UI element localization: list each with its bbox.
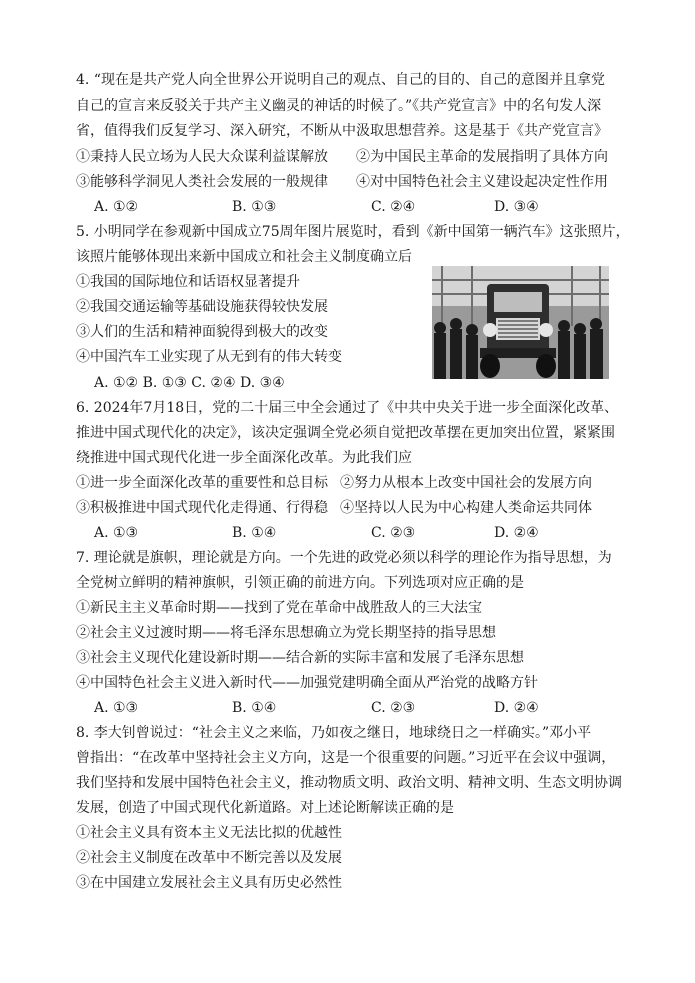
q8-statement-3: ③在中国建立发展社会主义具有历史必然性 [76,875,342,891]
q7-statement-1: ①新民主主义革命时期——找到了党在革命中战胜敌人的三大法宝 [76,600,482,616]
q7-option-d: D. ②④ [494,700,539,716]
q7-stem-line-1: 7. 理论就是旗帜，理论就是方向。一个先进的政党必须以科学的理论作为指导思想，为 [76,550,612,566]
q6-stem-line-1: 6. 2024年7月18日，党的二十届三中全会通过了《中共中央关于进一步全面深化改革、 [76,400,619,416]
q7-option-b: B. ①④ [232,700,277,716]
q4-option-b: B. ①③ [232,199,277,215]
q6-statement-3: ③积极推进中国式现代化走得通、行得稳 [76,500,328,516]
q6-stem-line-3: 绕推进中国式现代化进一步全面深化改革。为此我们应 [76,450,412,466]
q6-stem-line-2: 推进中国式现代化的决定》，该决定强调全党必须自觉把改革摆在更加突出位置，紧紧围 [76,425,615,441]
q4-statement-4: ④对中国特色社会主义建设起决定性作用 [356,174,608,190]
q5-statement-2: ②我国交通运输等基础设施获得较快发展 [76,299,328,315]
q6-statement-2: ②努力从根本上改变中国社会的发展方向 [340,475,592,491]
q6-statement-4: ④坚持以人民为中心构建人类命运共同体 [340,500,592,516]
q4-statement-1: ①秉持人民立场为人民大众谋利益谋解放 [76,149,328,165]
q4-statement-3: ③能够科学洞见人类社会发展的一般规律 [76,174,328,190]
q4-option-d: D. ③④ [494,199,539,215]
q6-statement-1: ①进一步全面深化改革的重要性和总目标 [76,475,328,491]
q5-options: A. ①② B. ①③ C. ②④ D. ③④ [94,375,285,391]
q4-statement-2: ②为中国民主革命的发展指明了具体方向 [356,149,608,165]
q5-statement-3: ③人们的生活和精神面貌得到极大的改变 [76,324,328,340]
q7-option-c: C. ②③ [371,700,416,716]
q7-statement-4: ④中国特色社会主义进入新时代——加强党建明确全面从严治党的战略方针 [76,675,538,691]
first-car-photo [432,266,609,379]
q8-stem-line-2: 曾指出：“在改革中坚持社会主义方向，这是一个很重要的问题。”习近平在会议中强调， [76,750,616,766]
q4-stem-line-3: 省，值得我们反复学习、深入研究，不断从中汲取思想营养。这是基于《共产党宣言》 [76,123,608,139]
q6-option-b: B. ①④ [232,525,277,541]
q8-stem-line-1: 8. 李大钊曾说过：“社会主义之来临，乃如夜之继日，地球绕日之一样确实。”邓小平 [76,725,592,741]
q8-stem-line-3: 我们坚持和发展中国特色社会主义，推动物质文明、政治文明、精神文明、生态文明协调 [76,775,622,791]
q6-option-c: C. ②③ [371,525,416,541]
q7-option-a: A. ①③ [94,700,139,716]
truck-crowd-photo-icon [432,266,609,379]
q7-statement-2: ②社会主义过渡时期——将毛泽东思想确立为党长期坚持的指导思想 [76,625,496,641]
q8-statement-1: ①社会主义具有资本主义无法比拟的优越性 [76,825,342,841]
q4-option-a: A. ①② [94,199,139,215]
q4-stem-line-2: 自己的宣言来反驳关于共产主义幽灵的神话的时候了。”《共产党宣言》中的名句发人深 [76,98,602,114]
q7-statement-3: ③社会主义现代化建设新时期——结合新的实际丰富和发展了毛泽东思想 [76,650,524,666]
q7-stem-line-2: 全党树立鲜明的精神旗帜，引领正确的前进方向。下列选项对应正确的是 [76,575,524,591]
q6-option-d: D. ②④ [494,525,539,541]
q5-statement-4: ④中国汽车工业实现了从无到有的伟大转变 [76,349,342,365]
q5-stem-line-1: 5. 小明同学在参观新中国成立75周年图片展览时，看到《新中国第一辆汽车》这张照片， [76,224,630,240]
q5-statement-1: ①我国的国际地位和话语权显著提升 [76,274,300,290]
q5-stem-line-2: 该照片能够体现出来新中国成立和社会主义制度确立后 [76,249,412,265]
q8-stem-line-4: 发展，创造了中国式现代化新道路。对上述论断解读正确的是 [76,800,454,816]
q4-option-c: C. ②④ [371,199,416,215]
q4-stem-line-1: 4. “现在是共产党人向全世界公开说明自己的观点、自己的目的、自己的意图并且拿党 [76,72,605,88]
q8-statement-2: ②社会主义制度在改革中不断完善以及发展 [76,850,342,866]
q6-option-a: A. ①③ [94,525,139,541]
